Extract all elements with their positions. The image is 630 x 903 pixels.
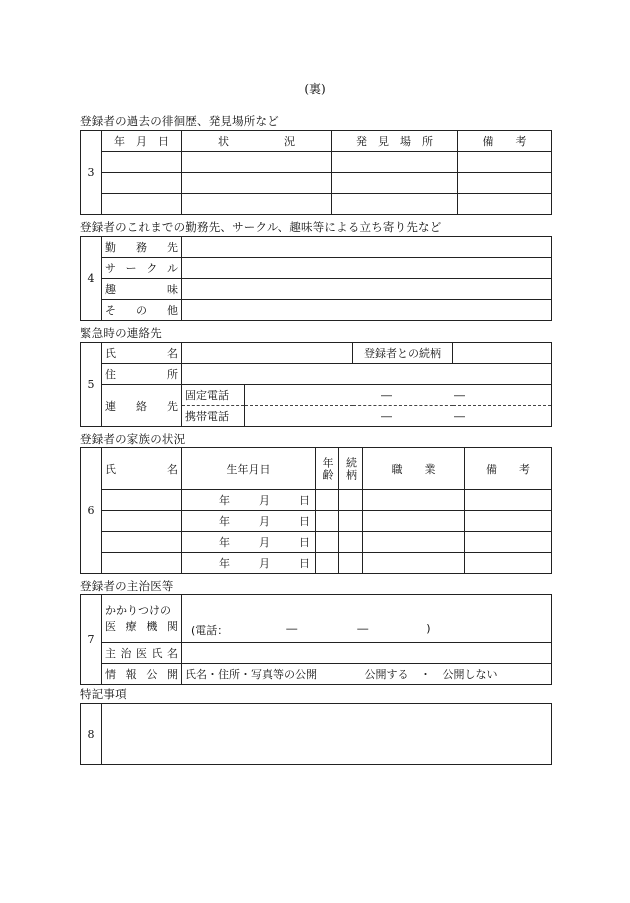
remarks-cell[interactable] — [458, 194, 552, 215]
situation-cell[interactable] — [182, 194, 332, 215]
label-family-remarks: 備 考 — [465, 448, 552, 490]
relation-field[interactable] — [453, 343, 552, 364]
label-doctor: 主 治 医 氏 名 — [102, 643, 182, 664]
found-place-cell[interactable] — [332, 194, 458, 215]
family-name-cell[interactable] — [102, 511, 182, 532]
situation-cell[interactable] — [182, 173, 332, 194]
header-date: 年 月 日 — [102, 131, 182, 152]
option-disclose[interactable]: 公開する — [364, 668, 409, 681]
birthdate-cell[interactable]: 年 月 日 — [182, 490, 316, 511]
birthdate-cell[interactable]: 年 月 日 — [182, 553, 316, 574]
section-8-title: 特記事項 — [80, 687, 127, 701]
remarks-cell[interactable] — [458, 152, 552, 173]
section-8-number: 8 — [81, 704, 102, 765]
age-cell[interactable] — [316, 553, 339, 574]
section-7-number: 7 — [81, 595, 102, 685]
family-remarks-cell[interactable] — [465, 553, 552, 574]
relationship-cell[interactable] — [339, 553, 363, 574]
relationship-cell[interactable] — [339, 490, 363, 511]
family-name-cell[interactable] — [102, 490, 182, 511]
header-remarks: 備 考 — [458, 131, 552, 152]
section-6-title: 登録者の家族の状況 — [80, 432, 186, 446]
section-6-number: 6 — [81, 448, 102, 574]
age-cell[interactable] — [316, 532, 339, 553]
mobile-field[interactable]: ― ― — [245, 406, 552, 427]
label-relationship: 続柄 — [339, 448, 363, 490]
address-field[interactable] — [182, 364, 552, 385]
section-7-title: 登録者の主治医等 — [80, 579, 174, 593]
relationship-cell[interactable] — [339, 511, 363, 532]
disclosure-field: 氏名・住所・写真等の公開 公開する ・ 公開しない — [182, 664, 552, 685]
label-other: そ の 他 — [102, 300, 182, 321]
family-name-cell[interactable] — [102, 532, 182, 553]
workplace-field[interactable] — [182, 237, 552, 258]
occupation-cell[interactable] — [363, 532, 465, 553]
date-cell[interactable] — [102, 152, 182, 173]
section-6-table — [80, 447, 552, 574]
label-workplace: 勤 務 先 — [102, 237, 182, 258]
header-found-place: 発 見 場 所 — [332, 131, 458, 152]
disclosure-description: 氏名・住所・写真等の公開 — [185, 668, 317, 681]
label-name: 氏 名 — [102, 343, 182, 364]
birthdate-cell[interactable]: 年 月 日 — [182, 532, 316, 553]
remarks-cell[interactable] — [458, 173, 552, 194]
section-5-number: 5 — [81, 343, 102, 427]
section-5-title: 緊急時の連絡先 — [80, 326, 162, 340]
family-name-cell[interactable] — [102, 553, 182, 574]
label-relation: 登録者との続柄 — [353, 343, 453, 364]
date-cell[interactable] — [102, 173, 182, 194]
label-family-name: 氏 名 — [102, 448, 182, 490]
hobby-field[interactable] — [182, 279, 552, 300]
found-place-cell[interactable] — [332, 152, 458, 173]
circle-field[interactable] — [182, 258, 552, 279]
label-mobile: 携帯電話 — [182, 406, 245, 427]
age-cell[interactable] — [316, 511, 339, 532]
section-7-table — [80, 594, 552, 685]
occupation-cell[interactable] — [363, 490, 465, 511]
section-4-number: 4 — [81, 237, 102, 321]
other-field[interactable] — [182, 300, 552, 321]
header-situation: 状 況 — [182, 131, 332, 152]
landline-field[interactable]: ― ― — [245, 385, 552, 406]
occupation-cell[interactable] — [363, 553, 465, 574]
label-clinic: かかりつけの 医 療 機 関 — [102, 595, 182, 643]
phone-label: (電話： — [191, 624, 229, 637]
birthdate-cell[interactable]: 年 月 日 — [182, 511, 316, 532]
relationship-cell[interactable] — [339, 532, 363, 553]
label-hobby: 趣 味 — [102, 279, 182, 300]
clinic-field[interactable]: (電話： ― ― ) — [182, 595, 552, 643]
label-contact: 連 絡 先 — [102, 385, 182, 427]
section-3-number: 3 — [81, 131, 102, 215]
age-cell[interactable] — [316, 490, 339, 511]
label-disclosure: 情 報 公 開 — [102, 664, 182, 685]
family-remarks-cell[interactable] — [465, 532, 552, 553]
doctor-field[interactable] — [182, 643, 552, 664]
family-remarks-cell[interactable] — [465, 490, 552, 511]
special-notes-field[interactable] — [102, 704, 552, 765]
label-occupation: 職 業 — [363, 448, 465, 490]
occupation-cell[interactable] — [363, 511, 465, 532]
option-not-disclose[interactable]: 公開しない — [442, 668, 498, 681]
label-birthdate: 生年月日 — [182, 448, 316, 490]
family-remarks-cell[interactable] — [465, 511, 552, 532]
date-cell[interactable] — [102, 194, 182, 215]
situation-cell[interactable] — [182, 152, 332, 173]
section-3-title: 登録者の過去の徘徊歴、発見場所など — [80, 114, 279, 128]
section-4-table — [80, 236, 552, 321]
section-3-table — [80, 130, 552, 215]
section-8-table — [80, 703, 552, 765]
page-header: (裏) — [304, 82, 326, 96]
found-place-cell[interactable] — [332, 173, 458, 194]
label-age: 年齢 — [316, 448, 339, 490]
label-circle: サ ー ク ル — [102, 258, 182, 279]
name-field[interactable] — [182, 343, 353, 364]
section-4-title: 登録者のこれまでの勤務先、サークル、趣味等による立ち寄り先など — [80, 220, 442, 234]
section-5-table — [80, 342, 552, 427]
label-landline: 固定電話 — [182, 385, 245, 406]
label-address: 住 所 — [102, 364, 182, 385]
